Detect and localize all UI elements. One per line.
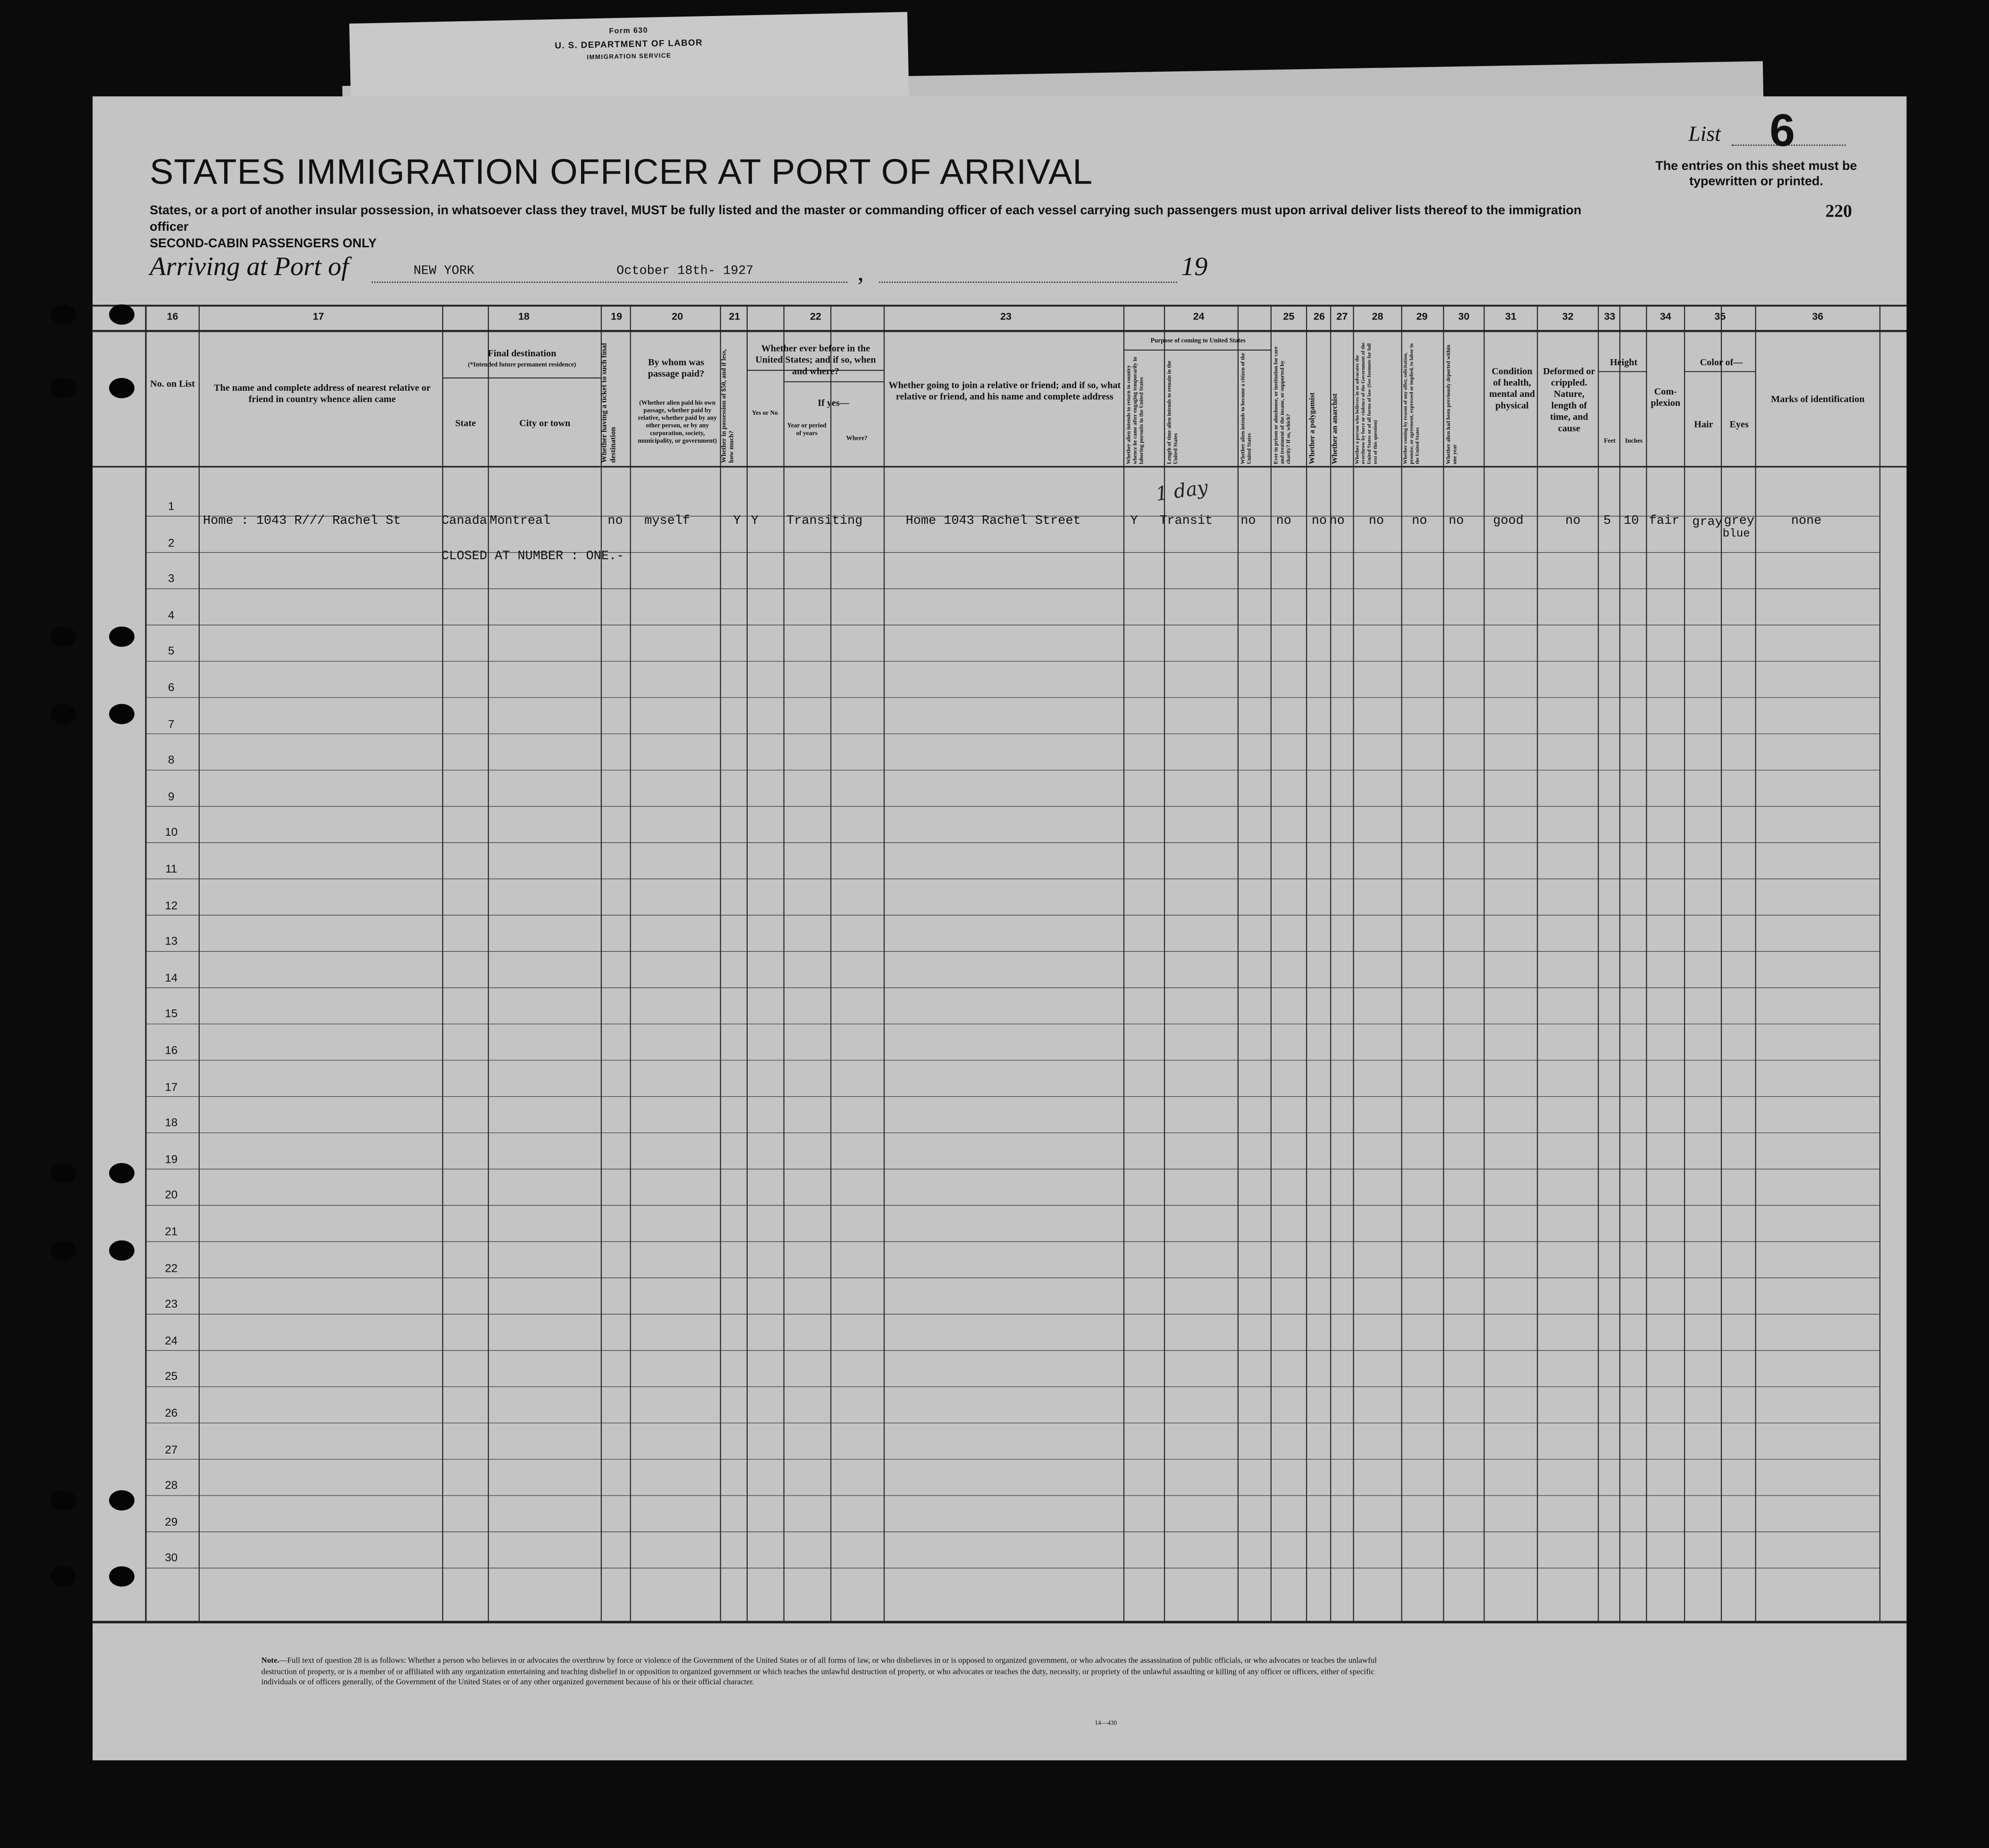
row-number: 30 <box>165 1551 178 1564</box>
header-q30: Whether alien had been previously deported within one year <box>1445 344 1458 464</box>
row-number: 9 <box>168 790 175 803</box>
header-no-on-list: No. on List <box>150 378 195 390</box>
year-underline <box>879 282 1177 283</box>
column-number: 17 <box>312 311 324 322</box>
punch-hole <box>51 704 76 724</box>
column-number: 27 <box>1336 311 1348 322</box>
entry-deformed: no <box>1565 515 1581 529</box>
header-marks: Marks of identification <box>1771 393 1865 405</box>
column-number: 29 <box>1416 311 1428 322</box>
arriving-label: Arriving at Port of <box>150 251 349 282</box>
header-inches: Inches <box>1625 438 1643 445</box>
entry-city: Montreal <box>489 515 551 529</box>
column-number: 22 <box>810 311 822 322</box>
header-ever-before: Whether ever before in the United States; and if so, when and where? <box>755 342 876 377</box>
punch-hole <box>109 378 135 398</box>
header-q28: Whether a person who believes in or advocates the overthrow by force or violence of the Government of the United States or of all forms of law (See footnote for full text of this question) <box>1353 342 1378 464</box>
entry-length-handwritten: 1 day <box>1154 476 1210 506</box>
entry-eyes: grey <box>1724 515 1754 529</box>
entry-eyes-alt: blue <box>1722 528 1750 540</box>
header-if-yes: If yes— <box>818 397 849 409</box>
header-prison: Ever in prison or almshouse, or institution for care and treatment of the insane, or supported by charity? If so, which? <box>1272 346 1291 464</box>
row-number: 26 <box>165 1406 178 1420</box>
entry-ever-before: Y <box>751 515 759 529</box>
header-state: State <box>455 417 476 429</box>
form-grid <box>93 96 1906 1760</box>
entry-state: Canada <box>441 515 488 529</box>
column-number: 31 <box>1505 311 1517 322</box>
list-number: 6 <box>1770 104 1795 156</box>
column-number: 36 <box>1812 311 1824 322</box>
arrival-date: October 18th- 1927 <box>616 265 754 279</box>
year-prefix: 19 <box>1181 251 1208 282</box>
entry-relative-address: Home : 1043 R/// Rachel St <box>203 515 401 529</box>
header-possession: Whether in possession of $50, and if less, how much? <box>720 349 736 463</box>
row-number: 17 <box>165 1080 178 1093</box>
entry-possession: Y <box>733 515 741 529</box>
entry-polygamist: no <box>1311 515 1327 529</box>
column-number: 34 <box>1660 311 1671 322</box>
entry-hair: gray <box>1692 516 1723 530</box>
punch-hole <box>51 1566 76 1587</box>
entry-q30: no <box>1449 515 1464 529</box>
row-number: 29 <box>165 1515 178 1528</box>
header-year-period: Year or period of years <box>787 423 826 438</box>
row-number: 22 <box>165 1261 178 1274</box>
entry-inches: 10 <box>1624 515 1639 529</box>
row-number: 8 <box>168 753 175 766</box>
header-passage-paid: By whom was passage paid? <box>648 356 705 379</box>
row-number: 4 <box>168 608 175 622</box>
page-subtitle <box>150 203 1583 252</box>
row-number: 24 <box>165 1334 178 1347</box>
entry-return: Y <box>1130 515 1138 529</box>
row-number: 16 <box>165 1043 178 1057</box>
punch-hole <box>109 627 135 647</box>
row-number: 13 <box>165 935 178 948</box>
row-number: 12 <box>165 899 178 912</box>
header-relative-address: The name and complete address of nearest relative or friend in country whence alien came <box>214 381 431 405</box>
footnote-text: —Full text of question 28 is as follows: Whether a person who believes in or advocates the overthrow by force or violence of the Government of the United States or of all forms of law, or who disbelieves in or is opposed to organized government, or who advocates the assassination of public officials, or who advocates or teaches the unlawful destruction of property, or is a member of or affiliated with any organization entertaining and teaching disbelief in or opposition to organized government or which teaches the unlawful destruction of property, or who advocates or teaches the duty, necessity, or propriety of the unlawful assaulting or killing of any officer or officers, either of specific individuals or of officers generally, of the Government of the United States or of any other organized government because of his or their official character. <box>261 1656 1377 1688</box>
column-number: 21 <box>729 311 741 322</box>
column-number: 20 <box>672 311 683 322</box>
header-city: City or town <box>519 417 571 429</box>
column-number: 26 <box>1314 311 1325 322</box>
entry-health: good <box>1493 515 1524 529</box>
row-number: 23 <box>165 1297 178 1310</box>
row-number: 27 <box>165 1443 178 1456</box>
punch-hole <box>109 1566 135 1587</box>
entry-paid-by: myself <box>644 515 691 529</box>
punch-hole <box>109 1163 135 1183</box>
entry-anarchist: no <box>1329 515 1345 529</box>
punch-hole <box>51 627 76 647</box>
row-number: 1 <box>168 499 175 512</box>
column-number: 23 <box>1000 311 1012 322</box>
punch-hole <box>109 304 135 325</box>
header-purpose-return: Whether alien intends to return to country whence he came after engaging temporarily in laboring pursuits in the United States <box>1125 357 1145 464</box>
entry-q29: no <box>1412 515 1427 529</box>
header-feet: Feet <box>1604 438 1616 445</box>
row-number: 15 <box>165 1007 178 1020</box>
header-deformed: Deformed or crippled. Nature, length of time, and cause <box>1543 365 1595 434</box>
row-number: 2 <box>168 536 175 549</box>
column-number: 35 <box>1714 311 1726 322</box>
footnote <box>261 1656 1378 1689</box>
row-number: 6 <box>168 681 175 694</box>
entry-marks: none <box>1791 515 1822 529</box>
service-label: IMMIGRATION SERVICE <box>587 52 672 62</box>
punch-hole <box>51 1163 76 1183</box>
header-polygamist: Whether a polygamist <box>1309 392 1317 464</box>
punch-hole <box>51 378 76 398</box>
header-where: Where? <box>846 436 868 443</box>
header-final-destination-note: (*Intended future permanent residence) <box>468 362 576 370</box>
header-anarchist: Whether an anarchist <box>1332 393 1340 464</box>
header-passage-paid-note: (Whether alien paid his own passage, whether paid by relative, whether paid by any other person, or by any corporation, society, municipality, or government) <box>638 401 717 445</box>
header-health: Condition of health, mental and physical <box>1489 365 1535 411</box>
row-number: 3 <box>168 572 175 585</box>
entry-ticket: no <box>607 515 623 529</box>
row-number: 5 <box>168 645 175 658</box>
column-number: 25 <box>1283 311 1295 322</box>
punch-hole <box>51 1490 76 1511</box>
list-note: The entries on this sheet must be typewritten or printed. <box>1655 160 1857 189</box>
row-number: 10 <box>165 826 178 839</box>
header-purpose: Purpose of coming to United States <box>1150 338 1246 345</box>
header-final-destination: Final destination <box>488 347 556 359</box>
closed-note: CLOSED AT NUMBER : ONE.- <box>441 550 624 564</box>
header-complexion: Com-plexion <box>1651 386 1681 409</box>
header-yes-or-no: Yes or No <box>752 411 778 418</box>
entry-q28: no <box>1368 515 1384 529</box>
manifest-sheet <box>93 96 1906 1760</box>
header-eyes: Eyes <box>1729 418 1749 430</box>
row-number: 21 <box>165 1225 178 1238</box>
form-code: 14—430 <box>1095 1721 1117 1728</box>
column-number: 33 <box>1604 311 1616 322</box>
entry-where: Transiting <box>786 515 863 529</box>
page-title: STATES IMMIGRATION OFFICER AT PORT OF ARRIVAL <box>150 152 1093 192</box>
row-number: 14 <box>165 971 178 984</box>
column-number: 16 <box>167 311 178 322</box>
punch-hole <box>109 1490 135 1511</box>
header-hair: Hair <box>1694 418 1713 430</box>
entry-length: Transit <box>1159 515 1213 529</box>
department-label: U. S. DEPARTMENT OF LABOR <box>555 39 703 51</box>
entry-feet: 5 <box>1603 515 1611 529</box>
column-number: 32 <box>1562 311 1574 322</box>
header-color-of: Color of— <box>1700 356 1743 368</box>
footnote-label: Note. <box>261 1656 279 1665</box>
header-q29: Whether coming by reason of any offer, solicitation, promise, or agreement, expressed or implied, to labor in the United States <box>1401 343 1420 464</box>
row-number: 25 <box>165 1370 178 1383</box>
punch-hole <box>109 1240 135 1260</box>
column-number: 18 <box>518 311 530 322</box>
column-number: 28 <box>1372 311 1383 322</box>
header-height: Height <box>1610 356 1638 368</box>
row-number: 28 <box>165 1479 178 1492</box>
form-number: Form 630 <box>609 27 649 36</box>
entry-prison: no <box>1276 515 1291 529</box>
row-number: 20 <box>165 1189 178 1202</box>
column-number: 24 <box>1193 311 1205 322</box>
entry-citizen: no <box>1240 515 1256 529</box>
sheet-number: 220 <box>1825 203 1852 222</box>
arrival-port: NEW YORK <box>413 265 475 279</box>
list-label: List <box>1688 122 1721 146</box>
header-purpose-length: Length of time alien intends to remain in the United States <box>1165 361 1179 464</box>
entry-complexion: fair <box>1649 515 1680 529</box>
punch-hole <box>51 304 76 325</box>
punch-hole <box>51 1240 76 1260</box>
subtitle-line2: SECOND-CABIN PASSENGERS ONLY <box>150 237 377 252</box>
entry-join: Home 1043 Rachel Street <box>905 515 1081 529</box>
port-underline <box>371 282 847 283</box>
row-number: 18 <box>165 1116 178 1129</box>
row-number: 7 <box>168 717 175 730</box>
punch-hole <box>109 704 135 724</box>
column-number: 19 <box>611 311 623 322</box>
header-purpose-citizen: Whether alien intends to become a citizen of the United States <box>1239 353 1252 464</box>
arrival-comma: , <box>857 259 864 287</box>
column-number: 30 <box>1458 311 1470 322</box>
subtitle-line1: States, or a port of another insular possession, in whatsoever class they travel, MUST be fully listed and the master or commanding officer of each vessel carrying such passengers must upon arrival deliver lists thereof to the immigration officer <box>150 204 1582 235</box>
header-ticket: Whether having a ticket to such final destination <box>601 343 618 463</box>
header-join-relative: Whether going to join a relative or friend; and if so, what relative or friend, and his name and complete address <box>888 379 1121 402</box>
row-number: 19 <box>165 1152 178 1166</box>
row-number: 11 <box>165 862 177 875</box>
